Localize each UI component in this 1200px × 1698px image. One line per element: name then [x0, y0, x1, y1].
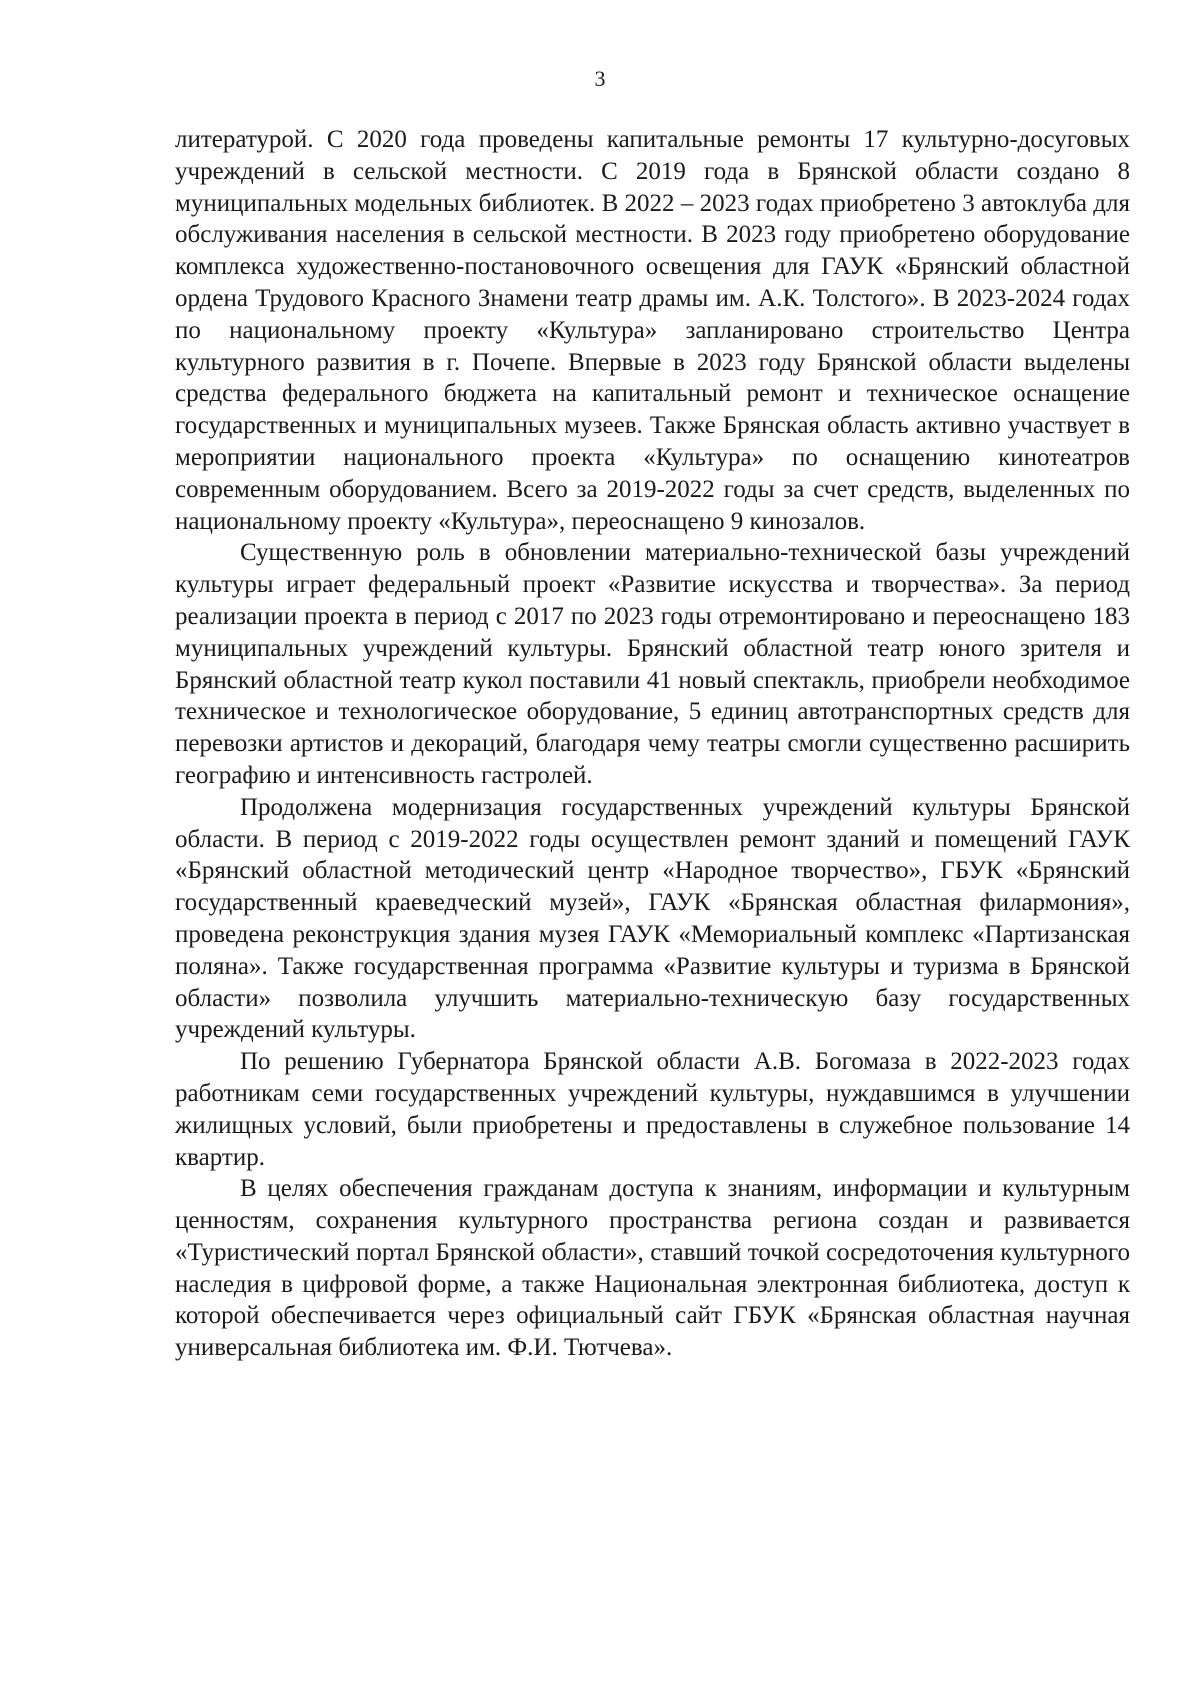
- paragraph-digital-access: В целях обеспечения гражданам доступа к знаниям, информации и культурным ценностям, сохранения культурного пространства региона создан и развивается «Туристический портал Брянской области», ставший точкой сосредоточения культурного наследия в цифровой форме, а также Национальная электронная библиотека, доступ к которой обеспечивается через официальный сайт ГБУК «Брянская областная научная универсальная библиотека им. Ф.И. Тютчева».: [175, 1175, 1130, 1362]
- document-body: [175, 124, 1130, 1364]
- paragraph-federal-project: Существенную роль в обновлении материально-технической базы учреждений культуры играет федеральный проект «Развитие искусства и творчества». За период реализации проекта в период с 2017 по 2023 годы отремонтировано и переоснащено 183 муниципальных учреждений культуры. Брянский областной театр юного зрителя и Брянский областной театр кукол поставили 41 новый спектакль, приобрели необходимое техническое и технологическое оборудование, 5 единиц автотранспортных средств для перевозки артистов и декораций, благодаря чему театры смогли существенно расширить географию и интенсивность гастролей.: [175, 539, 1130, 789]
- paragraph-continued: литературой. С 2020 года проведены капитальные ремонты 17 культурно-досуговых учреждений в сельской местности. С 2019 года в Брянской области создано 8 муниципальных модельных библиотек. В 2022 – 2023 годах приобретено 3 автоклуба для обслуживания населения в сельской местности. В 2023 году приобретено оборудование комплекса художественно-постановочного освещения для ГАУК «Брянский областной ордена Трудового Красного Знамени театр драмы им. А.К. Толстого». В 2023-2024 годах по национальному проекту «Культура» запланировано строительство Центра культурного развития в г. Почепе. Впервые в 2023 году Брянской области выделены средства федерального бюджета на капитальный ремонт и техническое оснащение государственных и муниципальных музеев. Также Брянская область активно участвует в мероприятии национального проекта «Культура» по оснащению кинотеатров современным оборудованием. Всего за 2019-2022 годы за счет средств, выделенных по национальному проекту «Культура», переоснащено 9 кинозалов.: [175, 126, 1130, 535]
- page-number: 3: [594, 66, 606, 91]
- paragraph-housing: По решению Губернатора Брянской области А.В. Богомаза в 2022-2023 годах работникам семи государственных учреждений культуры, нуждавшимся в улучшении жилищных условий, были приобретены и предоставлены в служебное пользование 14 квартир.: [175, 1048, 1130, 1171]
- paragraph-modernization: Продолжена модернизация государственных учреждений культуры Брянской области. В период с 2019-2022 годы осуществлен ремонт зданий и помещений ГАУК «Брянский областной методический центр «Народное творчество», ГБУК «Брянский государственный краеведческий музей», ГАУК «Брянская областная филармония», проведена реконструкция здания музея ГАУК «Мемориальный комплекс «Партизанская поляна». Также государственная программа «Развитие культуры и туризма в Брянской области» позволила улучшить материально-техническую базу государственных учреждений культуры.: [175, 793, 1130, 1044]
